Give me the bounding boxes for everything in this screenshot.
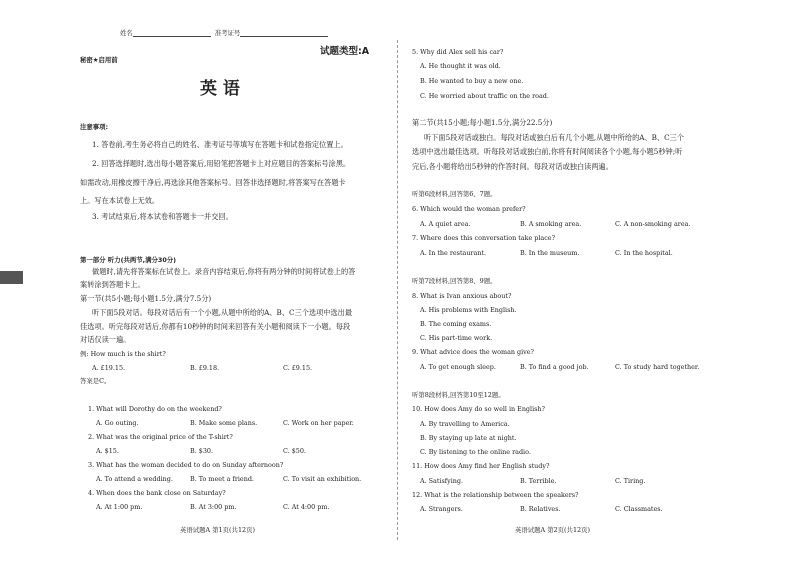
q12-option-a[interactable]: A. Strangers. (420, 505, 463, 513)
section2-intro-line: 完后,各小题将给出5秒钟的作答时间。每段对话或独白读两遍。 (412, 162, 613, 171)
note-line: 1. 答卷前,考生务必将自己的姓名、准考证号等填写在答题卡和试卷指定位置上。 (92, 140, 348, 149)
group-heading: 听第6段材料,回答第6、7题。 (412, 190, 497, 198)
q12-option-c[interactable]: C. Classmates. (615, 505, 663, 513)
q2-option-a[interactable]: A. $15. (96, 447, 119, 455)
section1-intro-line: 听下面5段对话。每段对话后有一个小题,从题中所给的A、B、C三个选项中选出最 (92, 308, 353, 317)
q11-option-a[interactable]: A. Satisfying. (420, 477, 464, 485)
q6-option-c[interactable]: C. A non-smoking area. (615, 220, 691, 228)
question-5: 5. Why did Alex sell his car? (412, 48, 504, 56)
q6-option-b[interactable]: B. A smoking area. (520, 220, 582, 228)
exam-no-label: 准考证号 (214, 29, 241, 37)
q10-option-a[interactable]: A. By travelling to America. (420, 420, 510, 428)
example-option-a: A. £19.15. (92, 364, 126, 372)
q5-option-c[interactable]: C. He worried about traffic on the road. (420, 92, 549, 100)
q1-option-a[interactable]: A. Go outing. (96, 419, 139, 427)
section2-intro-line: 听下面5段对话或独白。每段对话或独白后有几个小题,从题中所给的A、B、C三个 (424, 133, 685, 142)
q11-option-b[interactable]: B. Terrible. (520, 477, 557, 485)
footer-left: 英语试题A 第1页(共12页) (180, 526, 255, 534)
part1-heading: 第一部分 听力(共两节,满分30分) (80, 256, 177, 264)
example-question: 例: How much is the shirt? (80, 350, 166, 358)
q4-option-c[interactable]: C. At 4:00 pm. (283, 503, 330, 511)
footer-right: 英语试题A 第2页(共12页) (515, 526, 590, 534)
q6-option-a[interactable]: A. A quiet area. (420, 220, 471, 228)
q3-option-a[interactable]: A. To attend a wedding. (96, 475, 173, 483)
q3-option-c[interactable]: C. To visit an exhibition. (283, 475, 362, 483)
q4-option-a[interactable]: A. At 1:00 pm. (96, 503, 143, 511)
q8-option-a[interactable]: A. His problems with English. (420, 306, 517, 314)
note-line: 2. 回答选择题时,选出每小题答案后,用铅笔把答题卡上对应题目的答案标号涂黑。 (92, 159, 351, 168)
part1-intro-line: 做题时,请先将答案标在试卷上。录音内容结束后,你将有两分钟的时间将试卷上的答 (92, 267, 356, 276)
example-answer: 答案是C。 (80, 377, 111, 385)
q10-option-c[interactable]: C. By listening to the online radio. (420, 448, 531, 456)
note-line: 3. 考试结束后,将本试卷和答题卡一并交回。 (92, 212, 233, 221)
secret-label: 秘密★启用前 (80, 56, 118, 64)
question-12: 12. What is the relationship between the speakers? (412, 491, 579, 499)
q9-option-a[interactable]: A. To get enough sleep. (420, 363, 496, 371)
question-1: 1. What will Dorothy do on the weekend? (88, 405, 222, 413)
q10-option-b[interactable]: B. By staying up late at night. (420, 434, 517, 442)
section2-heading: 第二节(共15小题;每小题1.5分,满分22.5分) (412, 118, 553, 127)
note-line: 如需改动,用橡皮擦干净后,再选涂其他答案标号。回答非选择题时,将答案写在答题卡 (80, 178, 346, 187)
name-blank[interactable] (133, 29, 211, 37)
question-9: 9. What advice does the woman give? (412, 348, 534, 356)
question-4: 4. When does the bank close on Saturday? (88, 489, 226, 497)
section1-heading: 第一节(共5小题;每小题1.5分,满分7.5分) (80, 294, 212, 303)
exam-no-blank[interactable] (240, 29, 328, 37)
q5-option-b[interactable]: B. He wanted to buy a new one. (420, 77, 524, 85)
q7-option-a[interactable]: A. In the restaurant. (420, 249, 487, 257)
name-label: 姓名 (120, 29, 133, 37)
question-3: 3. What has the woman decided to do on Sunday afternoon? (88, 461, 284, 469)
q8-option-c[interactable]: C. His part-time work. (420, 334, 493, 342)
q1-option-c[interactable]: C. Work on her paper. (283, 419, 354, 427)
section1-intro-line: 对话仅读一遍。 (80, 335, 131, 344)
q5-option-a[interactable]: A. He thought it was old. (420, 62, 501, 70)
name-field[interactable] (120, 29, 328, 37)
question-7: 7. Where does this conversation take place? (412, 234, 556, 242)
note-line: 上。写在本试卷上无效。 (80, 196, 160, 205)
notes-heading: 注意事项: (80, 123, 109, 131)
side-tab-marker (0, 271, 23, 284)
paper-type: 试题类型:A (320, 46, 370, 57)
q1-option-b[interactable]: B. Make some plans. (190, 419, 258, 427)
question-6: 6. Which would the woman prefer? (412, 205, 526, 213)
q7-option-b[interactable]: B. In the museum. (520, 249, 580, 257)
q2-option-c[interactable]: C. $50. (283, 447, 306, 455)
q2-option-b[interactable]: B. $30. (190, 447, 213, 455)
page-title: 英 语 (200, 79, 240, 99)
section1-intro-line: 佳选项。听完每段对话后,你都有10秒钟的时间来回答有关小题和阅读下一小题。每段 (80, 322, 351, 331)
question-10: 10. How does Amy do so well in English? (412, 405, 545, 413)
q11-option-c[interactable]: C. Tiring. (615, 477, 646, 485)
question-8: 8. What is Ivan anxious about? (412, 292, 512, 300)
q9-option-c[interactable]: C. To study hard together. (615, 363, 700, 371)
q9-option-b[interactable]: B. To find a good job. (520, 363, 589, 371)
q7-option-c[interactable]: C. In the hospital. (615, 249, 673, 257)
example-option-c: C. £9.15. (283, 364, 313, 372)
page-divider (397, 40, 398, 540)
q4-option-b[interactable]: B. At 3:00 pm. (190, 503, 237, 511)
q3-option-b[interactable]: B. To meet a friend. (190, 475, 254, 483)
group-heading: 听第7段材料,回答第8、9题。 (412, 277, 497, 285)
group-heading: 听第8段材料,回答第10至12题。 (412, 391, 505, 399)
q12-option-b[interactable]: B. Relatives. (520, 505, 561, 513)
question-2: 2. What was the original price of the T-shirt? (88, 433, 233, 441)
part1-intro-line: 案转涂到答题卡上。 (80, 280, 145, 289)
question-11: 11. How does Amy find her English study? (412, 462, 550, 470)
q8-option-b[interactable]: B. The coming exams. (420, 320, 492, 328)
section2-intro-line: 选项中选出最佳选项。听每段对话或独白前,你将有时间阅读各个小题,每小题5秒钟;听 (412, 147, 683, 156)
example-option-b: B. £9.18. (190, 364, 220, 372)
